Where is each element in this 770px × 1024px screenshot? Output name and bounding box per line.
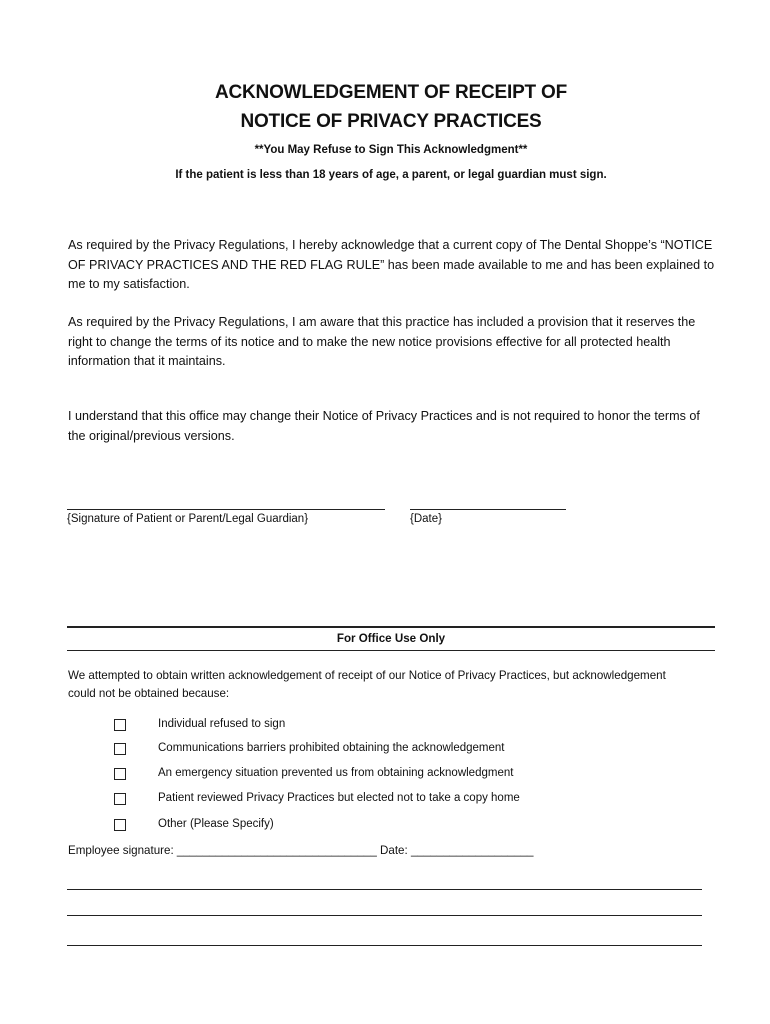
- option-label: Communications barriers prohibited obtaining the acknowledgement: [158, 742, 505, 754]
- patient-signature-line[interactable]: [67, 509, 385, 510]
- office-section-top-rule: [67, 626, 715, 628]
- date-signature-line[interactable]: [410, 509, 566, 510]
- date-label: {Date}: [410, 513, 442, 525]
- signature-label: {Signature of Patient or Parent/Legal Guardian}: [67, 513, 309, 525]
- document-title-line2: NOTICE OF PRIVACY PRACTICES: [240, 111, 542, 132]
- office-section-bottom-rule: [67, 650, 715, 651]
- notes-line[interactable]: [67, 889, 702, 890]
- option-checkbox[interactable]: [114, 768, 126, 780]
- option-checkbox[interactable]: [114, 793, 126, 805]
- guardian-note: If the patient is less than 18 years of age, a parent, or legal guardian must sign.: [175, 169, 607, 181]
- change-notice-paragraph: I understand that this office may change their Notice of Privacy Practices and is not required to honor the terms of the original/previous versions.: [68, 409, 700, 443]
- option-label: Other (Please Specify): [158, 818, 274, 830]
- acknowledgement-paragraph: As required by the Privacy Regulations, I hereby acknowledge that a current copy of The Dental Shoppe’s “NOTICE OF PRIVACY PRACTICES AND THE RED FLAG RULE” has been made available to me and has been explained to me to my satisfaction.: [68, 238, 715, 291]
- refuse-note: **You May Refuse to Sign This Acknowledgment**: [254, 144, 528, 156]
- option-checkbox[interactable]: [114, 819, 126, 831]
- option-label: An emergency situation prevented us from obtaining acknowledgment: [158, 767, 514, 779]
- option-checkbox[interactable]: [114, 719, 126, 731]
- provision-paragraph: As required by the Privacy Regulations, I am aware that this practice has included a provision that it reserves the right to change the terms of its notice and to make the new notice provisions effective for all protected health information that it maintains.: [68, 315, 696, 368]
- employee-signature-line[interactable]: Employee signature: _______________________________ Date: ___________________: [68, 844, 534, 857]
- option-label: Patient reviewed Privacy Practices but elected not to take a copy home: [158, 792, 520, 804]
- document-title-line1: ACKNOWLEDGEMENT OF RECEIPT OF: [214, 82, 568, 103]
- notes-line[interactable]: [67, 945, 702, 946]
- office-intro: We attempted to obtain written acknowledgement of receipt of our Notice of Privacy Practices, but acknowledgement could not be obtained because:: [68, 669, 666, 700]
- notes-line[interactable]: [67, 915, 702, 916]
- option-checkbox[interactable]: [114, 743, 126, 755]
- option-label: Individual refused to sign: [158, 718, 286, 730]
- office-use-heading: For Office Use Only: [336, 632, 446, 645]
